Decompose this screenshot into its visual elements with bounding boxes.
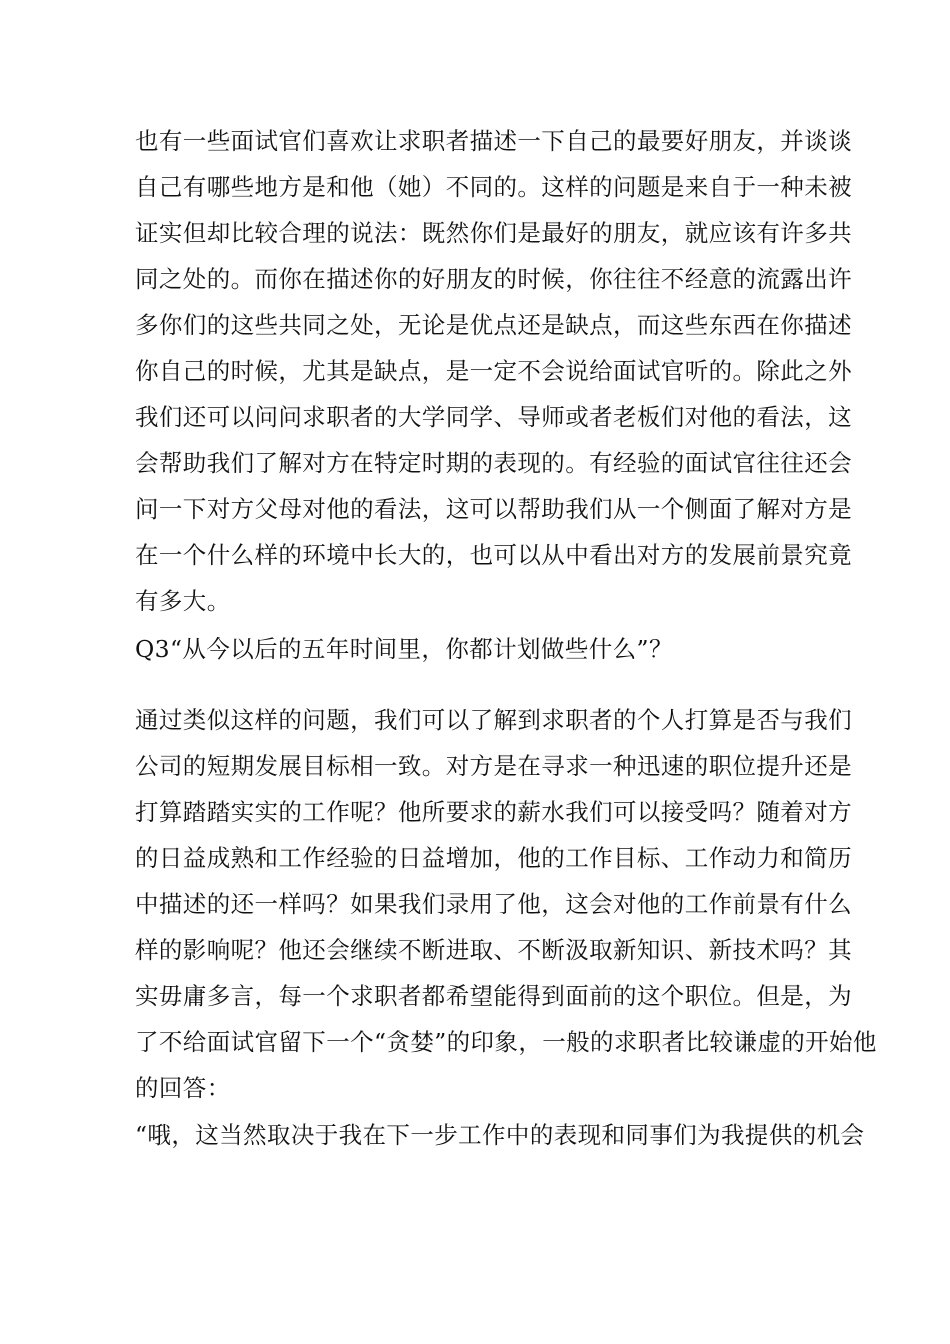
paragraph-3-line-7: 实毋庸多言，每一个求职者都希望能得到面前的这个职位。但是，为 xyxy=(135,982,852,1010)
paragraph-3-line-2: 公司的短期发展目标相一致。对方是在寻求一种迅速的职位提升还是 xyxy=(135,752,852,780)
paragraph-1-line-5: 多你们的这些共同之处，无论是优点还是缺点，而这些东西在你描述 xyxy=(135,311,852,339)
paragraph-1-line-3: 证实但却比较合理的说法：既然你们是最好的朋友，就应该有许多共 xyxy=(135,219,852,247)
question-heading: Q3“从今以后的五年时间里，你都计划做些什么”？ xyxy=(135,635,673,663)
paragraph-3-line-9: 的回答： xyxy=(135,1074,231,1102)
paragraph-1-line-4: 同之处的。而你在描述你的好朋友的时候，你往往不经意的流露出许 xyxy=(135,265,852,293)
paragraph-4-line-1: “哦，这当然取决于我在下一步工作中的表现和同事们为我提供的机会 xyxy=(135,1121,865,1149)
paragraph-1-line-10: 在一个什么样的环境中长大的，也可以从中看出对方的发展前景究竟 xyxy=(135,541,852,569)
paragraph-3-line-3: 打算踏踏实实的工作呢？他所要求的薪水我们可以接受吗？随着对方 xyxy=(135,798,852,826)
paragraph-3-line-8: 了不给面试官留下一个“贪婪”的印象，一般的求职者比较谦虚的开始他 xyxy=(135,1028,877,1056)
paragraph-1-line-6: 你自己的时候，尤其是缺点，是一定不会说给面试官听的。除此之外 xyxy=(135,357,852,385)
paragraph-3-line-6: 样的影响呢？他还会继续不断进取、不断汲取新知识、新技术吗？其 xyxy=(135,936,852,964)
paragraph-1-line-1: 也有一些面试官们喜欢让求职者描述一下自己的最要好朋友，并谈谈 xyxy=(135,127,852,155)
paragraph-1-line-7: 我们还可以问问求职者的大学同学、导师或者老板们对他的看法，这 xyxy=(135,403,852,431)
paragraph-1-line-11: 有多大。 xyxy=(135,587,231,615)
paragraph-1-line-2: 自己有哪些地方是和他（她）不同的。这样的问题是来自于一种未被 xyxy=(135,173,852,201)
paragraph-1-line-9: 问一下对方父母对他的看法，这可以帮助我们从一个侧面了解对方是 xyxy=(135,495,852,523)
paragraph-3-line-1: 通过类似这样的问题，我们可以了解到求职者的个人打算是否与我们 xyxy=(135,706,852,734)
paragraph-1-line-8: 会帮助我们了解对方在特定时期的表现的。有经验的面试官往往还会 xyxy=(135,449,852,477)
paragraph-3-line-4: 的日益成熟和工作经验的日益增加，他的工作目标、工作动力和简历 xyxy=(135,844,852,872)
paragraph-3-line-5: 中描述的还一样吗？如果我们录用了他，这会对他的工作前景有什么 xyxy=(135,890,852,918)
